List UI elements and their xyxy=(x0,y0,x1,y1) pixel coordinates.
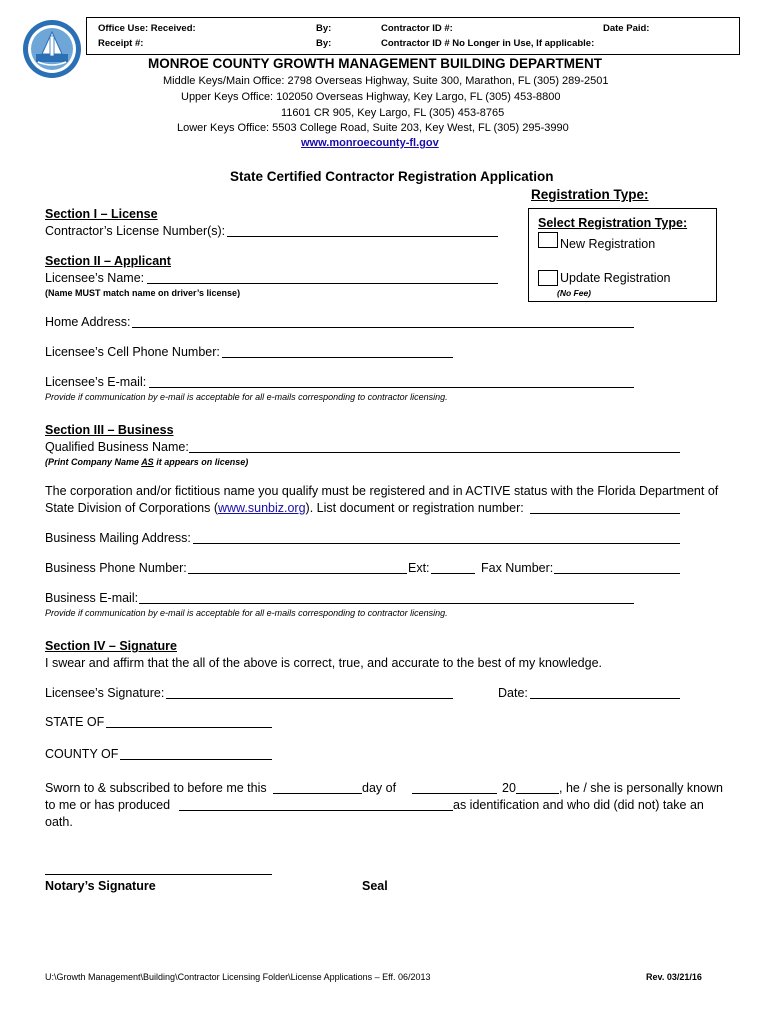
ext-label: Ext: xyxy=(408,561,430,575)
registration-type-box xyxy=(528,208,717,302)
cell-phone-label: Licensee’s Cell Phone Number: xyxy=(45,345,220,359)
update-registration-label: Update Registration xyxy=(560,271,671,285)
county-of-label: COUNTY OF xyxy=(45,747,119,761)
qualified-business-name-note: (Print Company Name AS it appears on license) xyxy=(45,457,249,467)
licensee-email-label: Licensee’s E-mail: xyxy=(45,375,147,389)
office-lower-keys: Lower Keys Office: 5503 College Road, Suite 203, Key West, FL (305) 295-3990 xyxy=(177,122,569,134)
qualified-business-name-label: Qualified Business Name: xyxy=(45,440,189,454)
licensee-email-field[interactable] xyxy=(149,387,634,388)
sworn-year-prefix: 20 xyxy=(502,781,516,795)
form-title: State Certified Contractor Registration Application xyxy=(230,169,554,184)
affirmation-text: I swear and affirm that the all of the above is correct, true, and accurate to the best of my knowledge. xyxy=(45,656,603,670)
date-label: Date: xyxy=(498,686,528,700)
licensee-email-note: Provide if communication by e-mail is acceptable for all e-mails corresponding to contractor licensing. xyxy=(45,392,448,402)
license-number-label: Contractor’s License Number(s): xyxy=(45,224,226,238)
section-1-heading: Section I – License xyxy=(45,207,158,221)
business-phone-field[interactable] xyxy=(188,573,407,574)
section-2-heading: Section II – Applicant xyxy=(45,254,171,268)
home-address-field[interactable] xyxy=(132,327,634,328)
section-3-heading: Section III – Business xyxy=(45,423,174,437)
office-middle-keys: Middle Keys/Main Office: 2798 Overseas Highway, Suite 300, Marathon, FL (305) 289-2501 xyxy=(163,75,609,87)
office-received-label: Office Use: Received: xyxy=(98,23,196,34)
department-title: MONROE COUNTY GROWTH MANAGEMENT BUILDING DEPARTMENT xyxy=(148,56,602,71)
license-number-field[interactable] xyxy=(227,236,498,237)
business-mailing-address-label: Business Mailing Address: xyxy=(45,531,191,545)
oath-text: oath. xyxy=(45,815,73,829)
fax-number-field[interactable] xyxy=(554,573,680,574)
county-of-field[interactable] xyxy=(120,759,272,760)
no-fee-note: (No Fee) xyxy=(557,288,591,298)
notary-signature-field[interactable] xyxy=(45,874,272,875)
office-by-label: By: xyxy=(316,23,332,34)
new-registration-checkbox[interactable] xyxy=(538,232,558,248)
website-link[interactable]: www.monroecounty-fl.gov xyxy=(301,137,439,149)
business-email-label: Business E-mail: xyxy=(45,591,139,605)
licensee-name-label: Licensee’s Name: xyxy=(45,271,145,285)
sworn-text-suffix: , he / she is personally known xyxy=(559,781,723,795)
corporation-text-line-1: The corporation and/or fictitious name you qualify must be registered and in ACTIVE status with the Florida Department of xyxy=(45,484,719,498)
state-of-field[interactable] xyxy=(106,727,272,728)
qualified-business-name-field[interactable] xyxy=(189,452,680,453)
licensee-signature-label: Licensee’s Signature: xyxy=(45,686,165,700)
business-email-note: Provide if communication by e-mail is acceptable for all e-mails corresponding to contractor licensing. xyxy=(45,608,448,618)
notary-signature-label: Notary’s Signature xyxy=(45,879,156,893)
county-seal-logo xyxy=(22,18,82,80)
licensee-name-note: (Name MUST match name on driver’s license) xyxy=(45,288,241,298)
licensee-name-field[interactable] xyxy=(147,283,498,284)
business-phone-label: Business Phone Number: xyxy=(45,561,187,575)
business-mailing-address-field[interactable] xyxy=(193,543,680,544)
produced-text-prefix: to me or has produced xyxy=(45,798,171,812)
sworn-month-field[interactable] xyxy=(412,793,497,794)
office-date-paid-label: Date Paid: xyxy=(603,23,650,34)
office-receipt-label: Receipt #: xyxy=(98,38,144,49)
sunbiz-link[interactable]: www.sunbiz.org xyxy=(218,501,306,515)
office-upper-keys: Upper Keys Office: 102050 Overseas Highway, Key Largo, FL (305) 453-8800 xyxy=(181,91,561,103)
section-4-heading: Section IV – Signature xyxy=(45,639,177,653)
office-use-box xyxy=(86,17,740,55)
office-by-label-2: By: xyxy=(316,38,332,49)
update-registration-checkbox[interactable] xyxy=(538,270,558,286)
footer-file-path: U:\Growth Management\Building\Contractor Licensing Folder\License Applications – Eff. 06/2013 xyxy=(45,972,431,982)
new-registration-label: New Registration xyxy=(560,237,656,251)
home-address-label: Home Address: xyxy=(45,315,131,329)
cell-phone-field[interactable] xyxy=(222,357,453,358)
state-of-label: STATE OF xyxy=(45,715,105,729)
sworn-text-prefix: Sworn to & subscribed to before me this xyxy=(45,781,267,795)
sworn-year-field[interactable] xyxy=(516,793,559,794)
sworn-day-of-label: day of xyxy=(362,781,397,795)
sworn-day-field[interactable] xyxy=(273,793,362,794)
registration-type-heading: Registration Type: xyxy=(531,187,649,202)
corporation-text-line-2: State Division of Corporations (www.sunbiz.org). List document or registration number: xyxy=(45,501,524,515)
office-contractor-id-label: Contractor ID #: xyxy=(381,23,453,34)
produced-text-suffix: as identification and who did (did not) take an xyxy=(453,798,704,812)
seal-label: Seal xyxy=(362,879,388,893)
identification-field[interactable] xyxy=(179,810,453,811)
office-upper-keys-2: 11601 CR 905, Key Largo, FL (305) 453-8765 xyxy=(281,107,505,119)
fax-number-label: Fax Number: xyxy=(481,561,554,575)
select-registration-type-label: Select Registration Type: xyxy=(538,216,688,230)
date-field[interactable] xyxy=(530,698,680,699)
office-contractor-id-old-label: Contractor ID # No Longer in Use, If applicable: xyxy=(381,38,595,49)
registration-number-field[interactable] xyxy=(530,513,680,514)
business-email-field[interactable] xyxy=(139,603,634,604)
ext-field[interactable] xyxy=(431,573,475,574)
licensee-signature-field[interactable] xyxy=(166,698,453,699)
footer-revision: Rev. 03/21/16 xyxy=(646,972,702,982)
